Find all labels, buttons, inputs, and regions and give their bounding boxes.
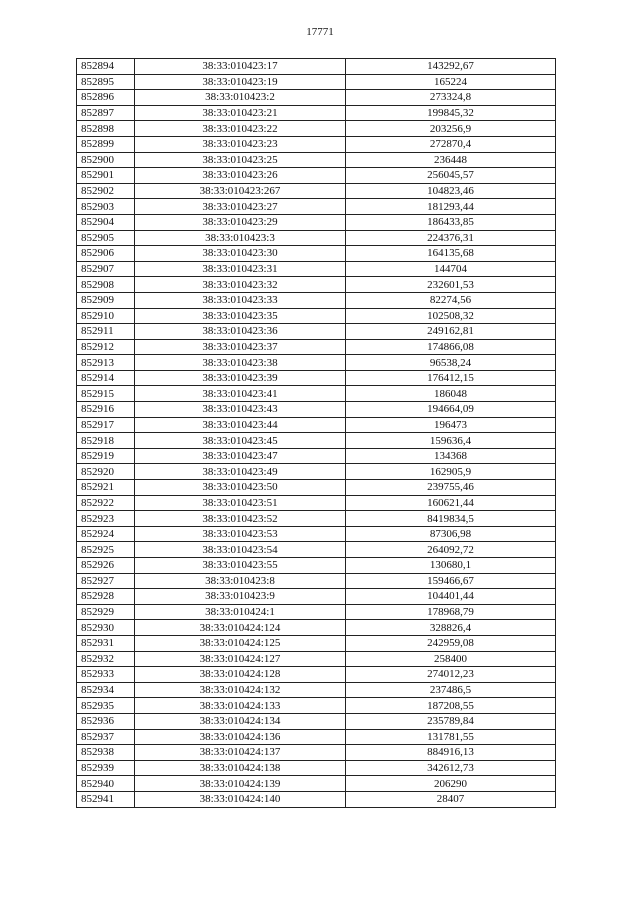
cadastral-number-cell: 38:33:010423:41 bbox=[135, 386, 346, 402]
value-cell: 258400 bbox=[346, 651, 556, 667]
row-id-cell: 852940 bbox=[77, 776, 135, 792]
table-row bbox=[77, 402, 556, 418]
cadastral-number-cell: 38:33:010423:22 bbox=[135, 121, 346, 137]
table-row bbox=[77, 542, 556, 558]
value-cell: 28407 bbox=[346, 791, 556, 807]
table-row bbox=[77, 635, 556, 651]
cadastral-number-cell: 38:33:010423:27 bbox=[135, 199, 346, 215]
cadastral-number-cell: 38:33:010423:36 bbox=[135, 324, 346, 340]
row-id-cell: 852924 bbox=[77, 526, 135, 542]
row-id-cell: 852923 bbox=[77, 511, 135, 527]
cadastral-number-cell: 38:33:010423:3 bbox=[135, 230, 346, 246]
cadastral-number-cell: 38:33:010423:2 bbox=[135, 90, 346, 106]
value-cell: 242959,08 bbox=[346, 635, 556, 651]
row-id-cell: 852937 bbox=[77, 729, 135, 745]
value-cell: 143292,67 bbox=[346, 59, 556, 75]
row-id-cell: 852928 bbox=[77, 589, 135, 605]
row-id-cell: 852906 bbox=[77, 246, 135, 262]
value-cell: 264092,72 bbox=[346, 542, 556, 558]
cadastral-number-cell: 38:33:010423:49 bbox=[135, 464, 346, 480]
table-row bbox=[77, 776, 556, 792]
table-row bbox=[77, 246, 556, 262]
row-id-cell: 852933 bbox=[77, 667, 135, 683]
table-row bbox=[77, 495, 556, 511]
value-cell: 199845,32 bbox=[346, 105, 556, 121]
value-cell: 224376,31 bbox=[346, 230, 556, 246]
cadastral-number-cell: 38:33:010423:33 bbox=[135, 292, 346, 308]
cadastral-number-cell: 38:33:010423:37 bbox=[135, 339, 346, 355]
table-row bbox=[77, 698, 556, 714]
row-id-cell: 852916 bbox=[77, 402, 135, 418]
value-cell: 181293,44 bbox=[346, 199, 556, 215]
row-id-cell: 852929 bbox=[77, 604, 135, 620]
row-id-cell: 852934 bbox=[77, 682, 135, 698]
value-cell: 144704 bbox=[346, 261, 556, 277]
table-row bbox=[77, 620, 556, 636]
value-cell: 104823,46 bbox=[346, 183, 556, 199]
value-cell: 176412,15 bbox=[346, 370, 556, 386]
value-cell: 249162,81 bbox=[346, 324, 556, 340]
row-id-cell: 852894 bbox=[77, 59, 135, 75]
value-cell: 159636,4 bbox=[346, 433, 556, 449]
row-id-cell: 852909 bbox=[77, 292, 135, 308]
row-id-cell: 852917 bbox=[77, 417, 135, 433]
row-id-cell: 852896 bbox=[77, 90, 135, 106]
value-cell: 203256,9 bbox=[346, 121, 556, 137]
cadastral-number-cell: 38:33:010423:51 bbox=[135, 495, 346, 511]
row-id-cell: 852911 bbox=[77, 324, 135, 340]
cadastral-number-cell: 38:33:010423:32 bbox=[135, 277, 346, 293]
cadastral-number-cell: 38:33:010424:127 bbox=[135, 651, 346, 667]
value-cell: 342612,73 bbox=[346, 760, 556, 776]
row-id-cell: 852941 bbox=[77, 791, 135, 807]
page-number: 17771 bbox=[306, 26, 334, 38]
row-id-cell: 852901 bbox=[77, 168, 135, 184]
value-cell: 164135,68 bbox=[346, 246, 556, 262]
row-id-cell: 852920 bbox=[77, 464, 135, 480]
value-cell: 237486,5 bbox=[346, 682, 556, 698]
cadastral-number-cell: 38:33:010423:53 bbox=[135, 526, 346, 542]
cadastral-number-cell: 38:33:010423:52 bbox=[135, 511, 346, 527]
table-row bbox=[77, 682, 556, 698]
table-row bbox=[77, 651, 556, 667]
row-id-cell: 852931 bbox=[77, 635, 135, 651]
row-id-cell: 852908 bbox=[77, 277, 135, 293]
cadastral-number-cell: 38:33:010423:25 bbox=[135, 152, 346, 168]
cadastral-number-cell: 38:33:010424:139 bbox=[135, 776, 346, 792]
value-cell: 272870,4 bbox=[346, 136, 556, 152]
table-row bbox=[77, 90, 556, 106]
row-id-cell: 852919 bbox=[77, 448, 135, 464]
value-cell: 273324,8 bbox=[346, 90, 556, 106]
value-cell: 187208,55 bbox=[346, 698, 556, 714]
value-cell: 160621,44 bbox=[346, 495, 556, 511]
table-row bbox=[77, 230, 556, 246]
cadastral-number-cell: 38:33:010423:30 bbox=[135, 246, 346, 262]
row-id-cell: 852925 bbox=[77, 542, 135, 558]
cadastral-number-cell: 38:33:010424:1 bbox=[135, 604, 346, 620]
value-cell: 194664,09 bbox=[346, 402, 556, 418]
table-row bbox=[77, 511, 556, 527]
table-row bbox=[77, 199, 556, 215]
value-cell: 178968,79 bbox=[346, 604, 556, 620]
value-cell: 130680,1 bbox=[346, 558, 556, 574]
row-id-cell: 852902 bbox=[77, 183, 135, 199]
table-row bbox=[77, 667, 556, 683]
cadastral-number-cell: 38:33:010423:17 bbox=[135, 59, 346, 75]
row-id-cell: 852915 bbox=[77, 386, 135, 402]
table-row bbox=[77, 604, 556, 620]
row-id-cell: 852914 bbox=[77, 370, 135, 386]
registry-table-body bbox=[77, 59, 556, 808]
cadastral-number-cell: 38:33:010424:128 bbox=[135, 667, 346, 683]
cadastral-number-cell: 38:33:010424:134 bbox=[135, 713, 346, 729]
row-id-cell: 852910 bbox=[77, 308, 135, 324]
table-row bbox=[77, 558, 556, 574]
table-row bbox=[77, 183, 556, 199]
value-cell: 274012,23 bbox=[346, 667, 556, 683]
cadastral-number-cell: 38:33:010424:124 bbox=[135, 620, 346, 636]
table-row bbox=[77, 308, 556, 324]
row-id-cell: 852936 bbox=[77, 713, 135, 729]
table-row bbox=[77, 729, 556, 745]
row-id-cell: 852912 bbox=[77, 339, 135, 355]
value-cell: 186048 bbox=[346, 386, 556, 402]
value-cell: 96538,24 bbox=[346, 355, 556, 371]
value-cell: 239755,46 bbox=[346, 480, 556, 496]
value-cell: 131781,55 bbox=[346, 729, 556, 745]
value-cell: 206290 bbox=[346, 776, 556, 792]
value-cell: 104401,44 bbox=[346, 589, 556, 605]
table-row bbox=[77, 105, 556, 121]
value-cell: 102508,32 bbox=[346, 308, 556, 324]
value-cell: 186433,85 bbox=[346, 214, 556, 230]
table-row bbox=[77, 136, 556, 152]
cadastral-number-cell: 38:33:010423:38 bbox=[135, 355, 346, 371]
row-id-cell: 852927 bbox=[77, 573, 135, 589]
table-row bbox=[77, 791, 556, 807]
table-row bbox=[77, 433, 556, 449]
table-row bbox=[77, 152, 556, 168]
table-row bbox=[77, 464, 556, 480]
registry-table bbox=[76, 58, 556, 808]
row-id-cell: 852899 bbox=[77, 136, 135, 152]
value-cell: 162905,9 bbox=[346, 464, 556, 480]
cadastral-number-cell: 38:33:010423:47 bbox=[135, 448, 346, 464]
table-row bbox=[77, 339, 556, 355]
cadastral-number-cell: 38:33:010424:125 bbox=[135, 635, 346, 651]
value-cell: 328826,4 bbox=[346, 620, 556, 636]
row-id-cell: 852913 bbox=[77, 355, 135, 371]
row-id-cell: 852898 bbox=[77, 121, 135, 137]
row-id-cell: 852921 bbox=[77, 480, 135, 496]
cadastral-number-cell: 38:33:010423:43 bbox=[135, 402, 346, 418]
table-row bbox=[77, 386, 556, 402]
table-row bbox=[77, 526, 556, 542]
table-row bbox=[77, 292, 556, 308]
table-row bbox=[77, 121, 556, 137]
value-cell: 134368 bbox=[346, 448, 556, 464]
table-row bbox=[77, 589, 556, 605]
row-id-cell: 852905 bbox=[77, 230, 135, 246]
cadastral-number-cell: 38:33:010424:140 bbox=[135, 791, 346, 807]
table-row bbox=[77, 214, 556, 230]
cadastral-number-cell: 38:33:010423:35 bbox=[135, 308, 346, 324]
cadastral-number-cell: 38:33:010423:54 bbox=[135, 542, 346, 558]
cadastral-number-cell: 38:33:010423:44 bbox=[135, 417, 346, 433]
value-cell: 884916,13 bbox=[346, 745, 556, 761]
cadastral-number-cell: 38:33:010424:132 bbox=[135, 682, 346, 698]
value-cell: 235789,84 bbox=[346, 713, 556, 729]
cadastral-number-cell: 38:33:010423:9 bbox=[135, 589, 346, 605]
row-id-cell: 852904 bbox=[77, 214, 135, 230]
table-row bbox=[77, 448, 556, 464]
value-cell: 8419834,5 bbox=[346, 511, 556, 527]
row-id-cell: 852930 bbox=[77, 620, 135, 636]
value-cell: 82274,56 bbox=[346, 292, 556, 308]
row-id-cell: 852897 bbox=[77, 105, 135, 121]
cadastral-number-cell: 38:33:010423:39 bbox=[135, 370, 346, 386]
cadastral-number-cell: 38:33:010423:21 bbox=[135, 105, 346, 121]
row-id-cell: 852938 bbox=[77, 745, 135, 761]
value-cell: 232601,53 bbox=[346, 277, 556, 293]
table-row bbox=[77, 573, 556, 589]
row-id-cell: 852926 bbox=[77, 558, 135, 574]
table-row bbox=[77, 277, 556, 293]
row-id-cell: 852932 bbox=[77, 651, 135, 667]
table-row bbox=[77, 760, 556, 776]
row-id-cell: 852935 bbox=[77, 698, 135, 714]
cadastral-number-cell: 38:33:010424:133 bbox=[135, 698, 346, 714]
cadastral-number-cell: 38:33:010423:29 bbox=[135, 214, 346, 230]
value-cell: 174866,08 bbox=[346, 339, 556, 355]
cadastral-number-cell: 38:33:010423:50 bbox=[135, 480, 346, 496]
value-cell: 165224 bbox=[346, 74, 556, 90]
table-row bbox=[77, 745, 556, 761]
value-cell: 236448 bbox=[346, 152, 556, 168]
table-row bbox=[77, 417, 556, 433]
value-cell: 196473 bbox=[346, 417, 556, 433]
table-row bbox=[77, 713, 556, 729]
row-id-cell: 852900 bbox=[77, 152, 135, 168]
cadastral-number-cell: 38:33:010423:23 bbox=[135, 136, 346, 152]
table-row bbox=[77, 261, 556, 277]
cadastral-number-cell: 38:33:010423:55 bbox=[135, 558, 346, 574]
row-id-cell: 852895 bbox=[77, 74, 135, 90]
value-cell: 159466,67 bbox=[346, 573, 556, 589]
table-row bbox=[77, 74, 556, 90]
row-id-cell: 852903 bbox=[77, 199, 135, 215]
table-row bbox=[77, 59, 556, 75]
cadastral-number-cell: 38:33:010423:31 bbox=[135, 261, 346, 277]
cadastral-number-cell: 38:33:010424:137 bbox=[135, 745, 346, 761]
cadastral-number-cell: 38:33:010423:26 bbox=[135, 168, 346, 184]
row-id-cell: 852939 bbox=[77, 760, 135, 776]
cadastral-number-cell: 38:33:010423:8 bbox=[135, 573, 346, 589]
value-cell: 87306,98 bbox=[346, 526, 556, 542]
table-row bbox=[77, 324, 556, 340]
cadastral-number-cell: 38:33:010423:267 bbox=[135, 183, 346, 199]
table-row bbox=[77, 480, 556, 496]
row-id-cell: 852907 bbox=[77, 261, 135, 277]
row-id-cell: 852918 bbox=[77, 433, 135, 449]
cadastral-number-cell: 38:33:010423:45 bbox=[135, 433, 346, 449]
cadastral-number-cell: 38:33:010423:19 bbox=[135, 74, 346, 90]
table-row bbox=[77, 355, 556, 371]
table-row bbox=[77, 168, 556, 184]
table-row bbox=[77, 370, 556, 386]
cadastral-number-cell: 38:33:010424:136 bbox=[135, 729, 346, 745]
value-cell: 256045,57 bbox=[346, 168, 556, 184]
cadastral-number-cell: 38:33:010424:138 bbox=[135, 760, 346, 776]
row-id-cell: 852922 bbox=[77, 495, 135, 511]
